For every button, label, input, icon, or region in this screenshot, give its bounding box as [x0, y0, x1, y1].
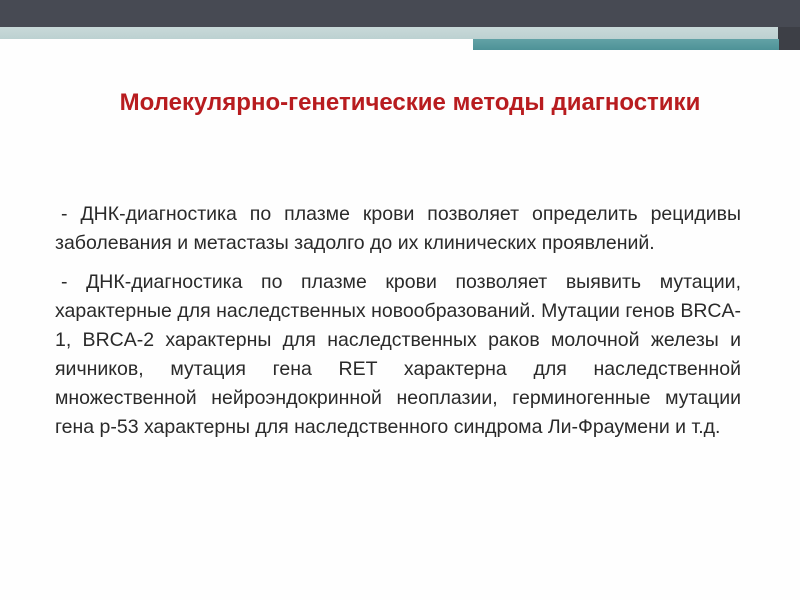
paragraph-mutations: - ДНК-диагностика по плазме крови позволяет выявить мутации, характерные для наследственных новообразований. Мутации генов BRCA-1, BRCA-2 характерны для наследственных раков молочной железы и яичников, мутация гена RET характерна для наследственной множественной нейроэндокринной неоплазии, герминогенные мутации гена р-53 характерны для наследственного синдрома Ли-Фраумени и т.д.: [55, 271, 741, 438]
paragraph-recurrence: - ДНК-диагностика по плазме крови позволяет определить рецидивы заболевания и метастазы задолго до их клинических проявлений.: [55, 203, 741, 254]
slide-title: Молекулярно-генетические методы диагностики: [119, 89, 701, 116]
slide-body: [55, 200, 741, 442]
corner-accent-dark: [778, 27, 800, 50]
header-band: [0, 0, 800, 27]
header-strip: [0, 27, 800, 39]
corner-accent-teal: [473, 39, 779, 50]
